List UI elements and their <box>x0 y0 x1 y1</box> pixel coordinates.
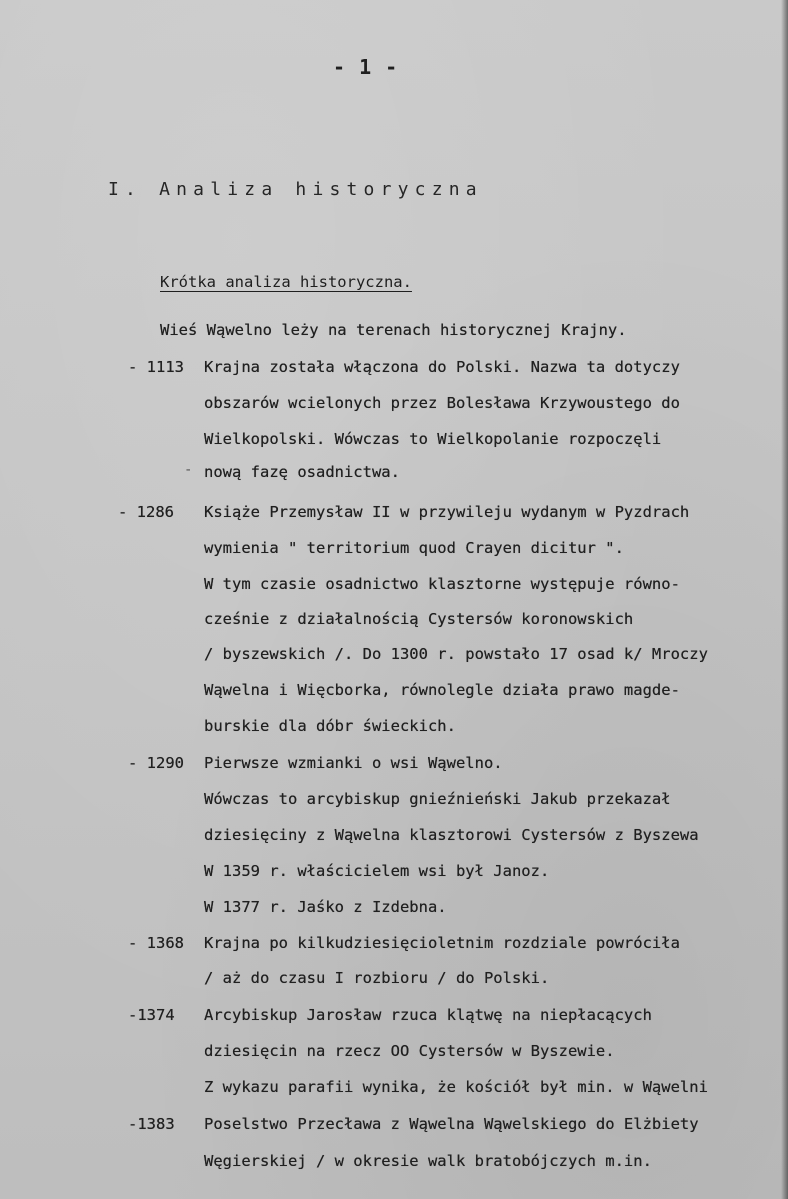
entry-line: Węgierskiej / w okresie walk bratobójczych m.in. <box>204 1152 652 1170</box>
entry-line: Krajna po kilkudziesięcioletnim rozdziale powróciła <box>204 934 680 952</box>
entry-line: obszarów wcielonych przez Bolesława Krzywoustego do <box>204 394 680 412</box>
entry-line: burskie dla dóbr świeckich. <box>204 717 456 735</box>
entry-line: dziesięcin na rzecz OO Cystersów w Byszewie. <box>204 1042 615 1060</box>
entry-line: Poselstwo Przecława z Wąwelna Wąwelskiego do Elżbiety <box>204 1115 699 1133</box>
entry-line: W tym czasie osadnictwo klasztorne występuje równo- <box>204 575 680 593</box>
chapter-title: I. Analiza historyczna <box>108 179 483 200</box>
entry-line: Wąwelna i Więcborka, równolegle działa prawo magde- <box>204 681 680 699</box>
entry-year: - 1286 <box>118 503 174 521</box>
entry-line: W 1377 r. Jaśko z Izdebna. <box>204 898 447 916</box>
entry-line: nową fazę osadnictwa. <box>204 463 400 481</box>
entry-line: Arcybiskup Jarosław rzuca klątwę na niepłacących <box>204 1006 652 1024</box>
entry-line: cześnie z działalnością Cystersów koronowskich <box>204 610 634 628</box>
entry-line: W 1359 r. właścicielem wsi był Janoz. <box>204 862 550 880</box>
entry-year: -1374 <box>128 1006 175 1024</box>
section-subheading: Krótka analiza historyczna. <box>160 273 412 291</box>
entry-line: Pierwsze wzmianki o wsi Wąwelno. <box>204 754 503 772</box>
entry-line: / byszewskich /. Do 1300 r. powstało 17 osad k/ Mroczy <box>204 645 708 663</box>
entry-line: Krajna została włączona do Polski. Nazwa ta dotyczy <box>204 358 680 376</box>
entry-year: - 1368 <box>128 934 184 952</box>
entry-line: wymienia " territorium quod Crayen dicitur ". <box>204 539 624 557</box>
entry-year: - 1290 <box>128 754 184 772</box>
entry-line: Wielkopolski. Wówczas to Wielkopolanie rozpoczęli <box>204 430 662 448</box>
entry-year: -1383 <box>128 1115 175 1133</box>
intro-line: Wieś Wąwelno leży na terenach historycznej Krajny. <box>160 321 627 339</box>
entry-line: Książe Przemysław II w przywileju wydanym w Pyzdrach <box>204 503 690 521</box>
entry-year: - 1113 <box>128 358 184 376</box>
entry-line: dziesięciny z Wąwelna klasztorowi Cystersów z Byszewa <box>204 826 699 844</box>
page-number: - 1 - <box>333 55 399 79</box>
entry-line: / aż do czasu I rozbioru / do Polski. <box>204 969 550 987</box>
entry-line: Z wykazu parafii wynika, że kościół był min. w Wąwelni <box>204 1078 708 1096</box>
margin-mark: - <box>184 462 193 478</box>
page-edge-shadow <box>781 0 788 1199</box>
entry-line: Wówczas to arcybiskup gnieźnieński Jakub przekazał <box>204 790 671 808</box>
